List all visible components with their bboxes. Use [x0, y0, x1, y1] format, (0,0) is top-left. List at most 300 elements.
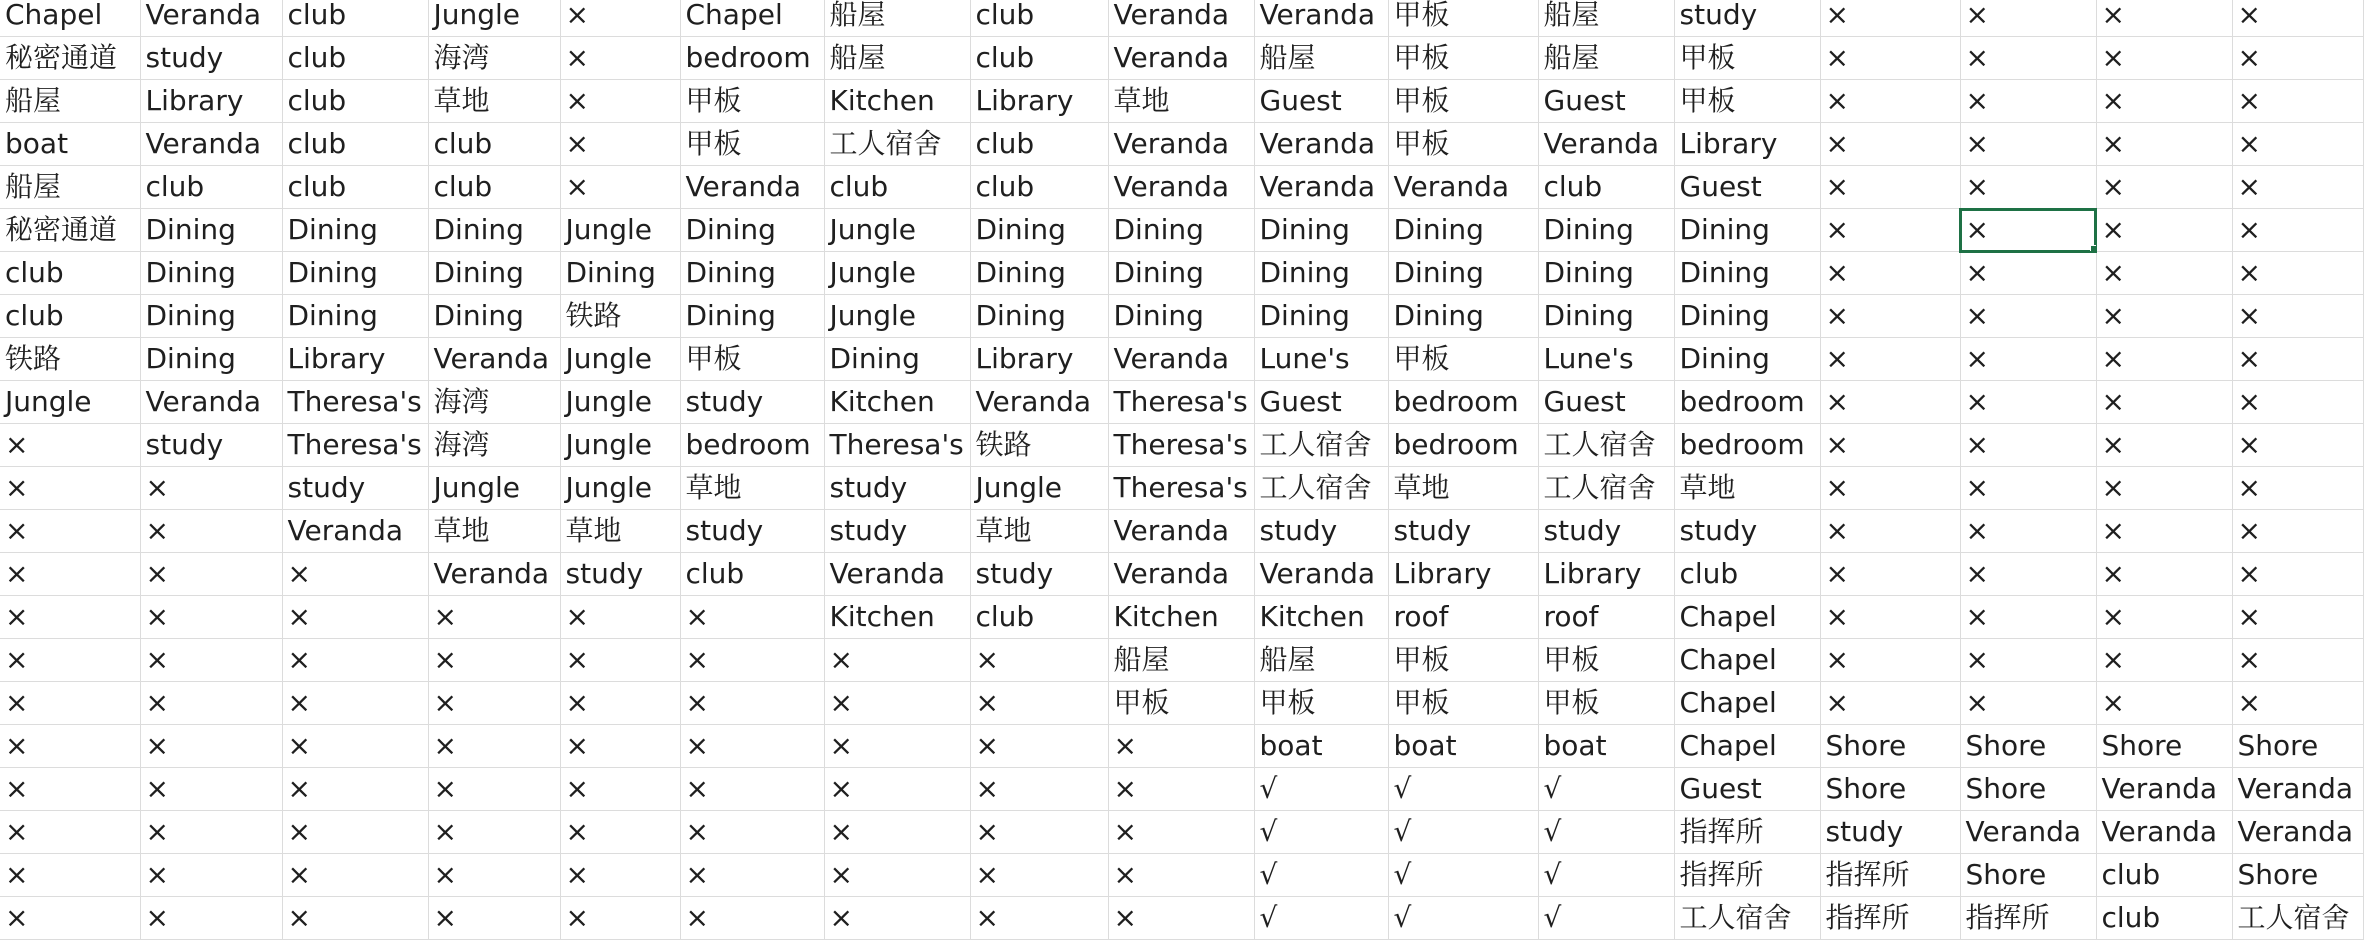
table-cell[interactable]: Jungle [560, 209, 680, 252]
table-cell[interactable]: study [970, 553, 1108, 596]
table-cell[interactable]: × [1820, 510, 1960, 553]
table-cell[interactable]: Shore [2232, 854, 2363, 897]
table-cell[interactable]: × [2232, 252, 2363, 295]
table-cell[interactable]: × [0, 596, 140, 639]
table-cell[interactable]: boat [1254, 725, 1388, 768]
table-cell[interactable]: 秘密通道 [0, 37, 140, 80]
table-cell[interactable]: × [1960, 0, 2096, 37]
table-cell[interactable]: 甲板 [1388, 639, 1538, 682]
table-cell[interactable]: × [2232, 166, 2363, 209]
table-cell[interactable]: 工人宿舍 [1538, 424, 1674, 467]
table-cell[interactable]: × [1820, 381, 1960, 424]
table-cell[interactable]: × [560, 639, 680, 682]
table-cell[interactable]: √ [1538, 897, 1674, 940]
table-cell[interactable]: 铁路 [560, 295, 680, 338]
table-cell[interactable]: 工人宿舍 [1674, 897, 1820, 940]
table-cell[interactable]: × [1960, 596, 2096, 639]
table-cell[interactable]: × [970, 768, 1108, 811]
table-cell[interactable]: × [1820, 252, 1960, 295]
table-cell[interactable]: Veranda [1960, 811, 2096, 854]
selected-cell[interactable]: × [1960, 209, 2096, 252]
table-cell[interactable]: × [1820, 80, 1960, 123]
table-cell[interactable]: × [140, 725, 282, 768]
table-cell[interactable]: 指挥所 [1820, 897, 1960, 940]
table-cell[interactable]: √ [1388, 897, 1538, 940]
table-cell[interactable]: × [2096, 682, 2232, 725]
table-cell[interactable]: Dining [1254, 252, 1388, 295]
table-cell[interactable]: × [0, 510, 140, 553]
table-cell[interactable]: × [560, 897, 680, 940]
table-cell[interactable]: × [680, 682, 824, 725]
table-cell[interactable]: Guest [1674, 768, 1820, 811]
table-cell[interactable]: bedroom [680, 37, 824, 80]
table-cell[interactable]: × [140, 897, 282, 940]
table-cell[interactable]: × [1960, 424, 2096, 467]
table-cell[interactable]: 工人宿舍 [1254, 424, 1388, 467]
table-cell[interactable]: Chapel [680, 0, 824, 37]
table-cell[interactable]: × [140, 854, 282, 897]
table-cell[interactable]: × [428, 682, 560, 725]
table-cell[interactable]: × [824, 682, 970, 725]
table-cell[interactable]: study [680, 510, 824, 553]
table-cell[interactable]: × [2232, 510, 2363, 553]
table-cell[interactable]: × [2232, 123, 2363, 166]
table-cell[interactable]: × [2232, 596, 2363, 639]
table-cell[interactable]: × [282, 811, 428, 854]
table-cell[interactable]: Veranda [1108, 338, 1254, 381]
table-cell[interactable]: Veranda [428, 338, 560, 381]
table-cell[interactable]: Library [140, 80, 282, 123]
table-cell[interactable]: study [1820, 811, 1960, 854]
table-cell[interactable]: boat [1388, 725, 1538, 768]
table-cell[interactable]: 甲板 [1674, 37, 1820, 80]
table-cell[interactable]: × [2096, 123, 2232, 166]
table-cell[interactable]: Library [970, 338, 1108, 381]
table-cell[interactable]: club [428, 166, 560, 209]
table-cell[interactable]: 铁路 [0, 338, 140, 381]
table-cell[interactable]: Veranda [1254, 553, 1388, 596]
table-cell[interactable]: Veranda [1254, 166, 1388, 209]
table-cell[interactable]: × [1960, 467, 2096, 510]
table-cell[interactable]: club [970, 166, 1108, 209]
table-cell[interactable]: Dining [1538, 209, 1674, 252]
table-cell[interactable]: × [680, 639, 824, 682]
table-cell[interactable]: 海湾 [428, 424, 560, 467]
table-cell[interactable]: Veranda [140, 0, 282, 37]
table-cell[interactable]: club [2096, 897, 2232, 940]
table-cell[interactable]: Dining [140, 252, 282, 295]
table-cell[interactable]: × [1108, 768, 1254, 811]
table-cell[interactable]: Veranda [1538, 123, 1674, 166]
table-cell[interactable]: × [1960, 510, 2096, 553]
table-cell[interactable]: Shore [1960, 768, 2096, 811]
table-cell[interactable]: × [1960, 37, 2096, 80]
table-cell[interactable]: 海湾 [428, 37, 560, 80]
table-cell[interactable]: × [970, 682, 1108, 725]
table-cell[interactable]: × [0, 424, 140, 467]
table-cell[interactable]: × [428, 897, 560, 940]
table-cell[interactable]: 船屋 [1254, 639, 1388, 682]
table-cell[interactable]: × [428, 768, 560, 811]
table-cell[interactable]: Veranda [824, 553, 970, 596]
table-cell[interactable]: club [2096, 854, 2232, 897]
table-cell[interactable]: Dining [428, 209, 560, 252]
table-cell[interactable]: × [560, 123, 680, 166]
table-cell[interactable]: Library [970, 80, 1108, 123]
table-cell[interactable]: × [1960, 252, 2096, 295]
table-cell[interactable]: × [2096, 80, 2232, 123]
table-cell[interactable]: Dining [428, 295, 560, 338]
table-cell[interactable]: Kitchen [1108, 596, 1254, 639]
table-cell[interactable]: 海湾 [428, 381, 560, 424]
table-cell[interactable]: × [1820, 467, 1960, 510]
table-cell[interactable]: club [140, 166, 282, 209]
table-cell[interactable]: club [970, 37, 1108, 80]
table-cell[interactable]: 船屋 [1108, 639, 1254, 682]
table-cell[interactable]: Dining [1108, 209, 1254, 252]
table-cell[interactable]: × [282, 682, 428, 725]
table-cell[interactable]: × [2232, 338, 2363, 381]
table-cell[interactable]: Guest [1538, 80, 1674, 123]
table-cell[interactable]: Chapel [1674, 725, 1820, 768]
table-cell[interactable]: × [1960, 338, 2096, 381]
table-cell[interactable]: × [282, 854, 428, 897]
table-cell[interactable]: × [2096, 596, 2232, 639]
table-cell[interactable]: club [970, 123, 1108, 166]
table-cell[interactable]: √ [1388, 854, 1538, 897]
table-cell[interactable]: 工人宿舍 [1254, 467, 1388, 510]
table-cell[interactable]: study [1254, 510, 1388, 553]
table-cell[interactable]: study [1674, 510, 1820, 553]
table-cell[interactable]: 船屋 [1538, 0, 1674, 37]
table-cell[interactable]: Dining [680, 295, 824, 338]
table-cell[interactable]: × [970, 854, 1108, 897]
table-cell[interactable]: 甲板 [1538, 639, 1674, 682]
table-cell[interactable]: Guest [1254, 80, 1388, 123]
table-cell[interactable]: 船屋 [0, 80, 140, 123]
table-cell[interactable]: Veranda [2096, 768, 2232, 811]
table-cell[interactable]: × [1108, 897, 1254, 940]
table-cell[interactable]: × [1960, 123, 2096, 166]
table-cell[interactable]: 甲板 [1254, 682, 1388, 725]
table-cell[interactable]: × [1960, 639, 2096, 682]
table-cell[interactable]: √ [1388, 768, 1538, 811]
table-cell[interactable]: Veranda [680, 166, 824, 209]
table-cell[interactable]: × [1960, 166, 2096, 209]
table-cell[interactable]: × [1820, 596, 1960, 639]
table-cell[interactable]: √ [1254, 811, 1388, 854]
table-cell[interactable]: Theresa's [282, 381, 428, 424]
table-cell[interactable]: Guest [1674, 166, 1820, 209]
table-cell[interactable]: × [282, 639, 428, 682]
table-cell[interactable]: Jungle [824, 209, 970, 252]
table-cell[interactable]: × [824, 854, 970, 897]
table-cell[interactable]: 甲板 [680, 338, 824, 381]
table-cell[interactable]: Dining [1674, 295, 1820, 338]
table-cell[interactable]: study [140, 37, 282, 80]
table-cell[interactable]: 草地 [1674, 467, 1820, 510]
table-cell[interactable]: × [140, 639, 282, 682]
table-cell[interactable]: Dining [1254, 209, 1388, 252]
table-cell[interactable]: 草地 [970, 510, 1108, 553]
table-cell[interactable]: Chapel [1674, 639, 1820, 682]
table-cell[interactable]: 草地 [560, 510, 680, 553]
table-cell[interactable]: × [140, 553, 282, 596]
table-cell[interactable]: × [2232, 381, 2363, 424]
table-cell[interactable]: × [1960, 682, 2096, 725]
table-cell[interactable]: Library [1538, 553, 1674, 596]
table-cell[interactable]: club [0, 252, 140, 295]
table-cell[interactable]: × [560, 166, 680, 209]
table-cell[interactable]: × [0, 553, 140, 596]
table-cell[interactable]: Theresa's [1108, 467, 1254, 510]
table-cell[interactable]: Chapel [0, 0, 140, 37]
table-cell[interactable]: × [0, 854, 140, 897]
table-cell[interactable]: study [824, 510, 970, 553]
table-cell[interactable]: Dining [824, 338, 970, 381]
table-cell[interactable]: Jungle [560, 381, 680, 424]
table-cell[interactable]: 甲板 [1388, 80, 1538, 123]
table-cell[interactable]: × [2232, 0, 2363, 37]
table-cell[interactable]: × [1820, 424, 1960, 467]
table-cell[interactable]: Theresa's [282, 424, 428, 467]
table-cell[interactable]: 草地 [1108, 80, 1254, 123]
table-cell[interactable]: Shore [1960, 725, 2096, 768]
table-cell[interactable]: × [140, 510, 282, 553]
table-cell[interactable]: Dining [1108, 295, 1254, 338]
table-cell[interactable]: study [560, 553, 680, 596]
table-cell[interactable]: club [428, 123, 560, 166]
table-cell[interactable]: × [282, 725, 428, 768]
table-cell[interactable]: 指挥所 [1674, 811, 1820, 854]
table-cell[interactable]: Guest [1254, 381, 1388, 424]
table-cell[interactable]: Dining [1674, 209, 1820, 252]
table-cell[interactable]: Dining [282, 295, 428, 338]
table-cell[interactable]: × [2096, 338, 2232, 381]
table-cell[interactable]: Veranda [970, 381, 1108, 424]
table-cell[interactable]: club [282, 0, 428, 37]
table-cell[interactable]: 甲板 [1538, 682, 1674, 725]
table-cell[interactable]: study [1674, 0, 1820, 37]
table-cell[interactable]: Veranda [428, 553, 560, 596]
table-cell[interactable]: Jungle [560, 338, 680, 381]
table-cell[interactable]: study [1388, 510, 1538, 553]
table-cell[interactable]: 草地 [1388, 467, 1538, 510]
table-cell[interactable]: 船屋 [824, 37, 970, 80]
table-cell[interactable]: × [2232, 424, 2363, 467]
table-cell[interactable]: × [2096, 166, 2232, 209]
table-cell[interactable]: √ [1254, 768, 1388, 811]
table-cell[interactable]: × [428, 725, 560, 768]
table-cell[interactable]: Dining [1674, 338, 1820, 381]
table-cell[interactable]: 铁路 [970, 424, 1108, 467]
table-cell[interactable]: Lune's [1254, 338, 1388, 381]
table-cell[interactable]: × [2232, 37, 2363, 80]
table-cell[interactable]: 工人宿舍 [2232, 897, 2363, 940]
table-cell[interactable]: Jungle [824, 252, 970, 295]
table-cell[interactable]: × [1820, 682, 1960, 725]
table-cell[interactable]: × [970, 725, 1108, 768]
table-cell[interactable]: × [560, 854, 680, 897]
table-cell[interactable]: × [560, 682, 680, 725]
table-cell[interactable]: × [1820, 123, 1960, 166]
table-cell[interactable]: × [560, 811, 680, 854]
table-cell[interactable]: Veranda [1108, 553, 1254, 596]
table-cell[interactable]: Jungle [428, 467, 560, 510]
table-cell[interactable]: Dining [1538, 295, 1674, 338]
table-cell[interactable]: × [2232, 209, 2363, 252]
table-cell[interactable]: × [1960, 381, 2096, 424]
table-cell[interactable]: × [680, 854, 824, 897]
table-cell[interactable]: Dining [282, 209, 428, 252]
table-cell[interactable]: Shore [2232, 725, 2363, 768]
table-cell[interactable]: Veranda [140, 381, 282, 424]
table-cell[interactable]: 草地 [428, 510, 560, 553]
table-cell[interactable]: Veranda [140, 123, 282, 166]
table-cell[interactable]: Dining [140, 209, 282, 252]
table-cell[interactable]: Chapel [1674, 682, 1820, 725]
table-cell[interactable]: × [2096, 295, 2232, 338]
table-cell[interactable]: 甲板 [680, 123, 824, 166]
table-cell[interactable]: × [824, 811, 970, 854]
table-cell[interactable]: × [1820, 639, 1960, 682]
table-cell[interactable]: Dining [1538, 252, 1674, 295]
table-cell[interactable]: Veranda [1254, 123, 1388, 166]
table-cell[interactable]: 甲板 [1674, 80, 1820, 123]
table-cell[interactable]: × [2096, 467, 2232, 510]
table-cell[interactable]: Jungle [560, 467, 680, 510]
table-cell[interactable]: Veranda [1254, 0, 1388, 37]
table-cell[interactable]: × [140, 768, 282, 811]
table-cell[interactable]: × [140, 682, 282, 725]
table-cell[interactable]: × [140, 467, 282, 510]
table-cell[interactable]: × [680, 725, 824, 768]
table-cell[interactable]: × [2096, 510, 2232, 553]
table-cell[interactable]: × [0, 811, 140, 854]
table-cell[interactable]: Library [1388, 553, 1538, 596]
table-cell[interactable]: × [282, 596, 428, 639]
table-cell[interactable]: × [680, 596, 824, 639]
table-cell[interactable]: Dining [1254, 295, 1388, 338]
table-cell[interactable]: study [140, 424, 282, 467]
table-cell[interactable]: Veranda [1108, 37, 1254, 80]
table-cell[interactable]: 船屋 [0, 166, 140, 209]
table-cell[interactable]: 甲板 [1388, 37, 1538, 80]
table-cell[interactable]: × [560, 596, 680, 639]
table-cell[interactable]: Shore [1820, 725, 1960, 768]
table-cell[interactable]: Chapel [1674, 596, 1820, 639]
table-cell[interactable]: × [2232, 553, 2363, 596]
table-cell[interactable]: 船屋 [824, 0, 970, 37]
table-cell[interactable]: × [1960, 80, 2096, 123]
table-cell[interactable]: Dining [680, 209, 824, 252]
table-cell[interactable]: × [970, 897, 1108, 940]
table-cell[interactable]: boat [1538, 725, 1674, 768]
table-cell[interactable]: Veranda [1388, 166, 1538, 209]
table-cell[interactable]: × [1108, 854, 1254, 897]
table-cell[interactable]: 甲板 [1388, 682, 1538, 725]
table-cell[interactable]: club [282, 37, 428, 80]
table-cell[interactable]: × [560, 80, 680, 123]
table-cell[interactable]: Dining [1108, 252, 1254, 295]
table-cell[interactable]: × [1820, 37, 1960, 80]
table-cell[interactable]: Kitchen [824, 80, 970, 123]
table-cell[interactable]: Theresa's [1108, 381, 1254, 424]
table-cell[interactable]: club [282, 123, 428, 166]
table-cell[interactable]: × [824, 639, 970, 682]
table-cell[interactable]: × [970, 811, 1108, 854]
table-cell[interactable]: 秘密通道 [0, 209, 140, 252]
table-cell[interactable]: × [2232, 639, 2363, 682]
table-cell[interactable]: × [1108, 811, 1254, 854]
table-cell[interactable]: Dining [140, 338, 282, 381]
table-cell[interactable]: × [1820, 295, 1960, 338]
table-cell[interactable]: bedroom [1674, 424, 1820, 467]
table-cell[interactable]: study [824, 467, 970, 510]
table-cell[interactable]: club [282, 166, 428, 209]
table-cell[interactable]: Jungle [0, 381, 140, 424]
table-cell[interactable]: × [2096, 209, 2232, 252]
table-cell[interactable]: Dining [1388, 252, 1538, 295]
table-cell[interactable]: √ [1538, 811, 1674, 854]
table-cell[interactable]: × [140, 596, 282, 639]
table-cell[interactable]: Veranda [282, 510, 428, 553]
table-cell[interactable]: Theresa's [824, 424, 970, 467]
table-cell[interactable]: club [970, 0, 1108, 37]
table-cell[interactable]: bedroom [1388, 424, 1538, 467]
table-cell[interactable]: × [2232, 295, 2363, 338]
table-cell[interactable]: 草地 [428, 80, 560, 123]
table-cell[interactable]: Shore [2096, 725, 2232, 768]
table-cell[interactable]: Jungle [970, 467, 1108, 510]
table-cell[interactable]: boat [0, 123, 140, 166]
table-cell[interactable]: Dining [970, 295, 1108, 338]
table-cell[interactable]: × [2096, 639, 2232, 682]
table-cell[interactable]: 甲板 [1388, 338, 1538, 381]
table-cell[interactable]: × [1960, 295, 2096, 338]
table-cell[interactable]: 甲板 [680, 80, 824, 123]
table-cell[interactable]: study [282, 467, 428, 510]
table-cell[interactable]: × [1820, 209, 1960, 252]
table-cell[interactable]: × [428, 639, 560, 682]
table-cell[interactable]: Dining [1674, 252, 1820, 295]
table-cell[interactable]: bedroom [1674, 381, 1820, 424]
table-cell[interactable]: × [560, 37, 680, 80]
table-cell[interactable]: Dining [428, 252, 560, 295]
table-cell[interactable]: 草地 [680, 467, 824, 510]
table-cell[interactable]: √ [1538, 768, 1674, 811]
table-cell[interactable]: Jungle [560, 424, 680, 467]
table-cell[interactable]: × [1820, 0, 1960, 37]
table-cell[interactable]: 甲板 [1388, 123, 1538, 166]
table-cell[interactable]: club [824, 166, 970, 209]
table-cell[interactable]: Jungle [824, 295, 970, 338]
table-cell[interactable]: club [1538, 166, 1674, 209]
table-cell[interactable]: Library [282, 338, 428, 381]
table-cell[interactable]: bedroom [680, 424, 824, 467]
table-cell[interactable]: × [0, 725, 140, 768]
table-cell[interactable]: Library [1674, 123, 1820, 166]
table-cell[interactable]: × [1108, 725, 1254, 768]
table-cell[interactable]: × [680, 897, 824, 940]
table-cell[interactable]: Jungle [428, 0, 560, 37]
table-cell[interactable]: × [2096, 252, 2232, 295]
table-cell[interactable]: × [970, 639, 1108, 682]
table-cell[interactable]: × [1820, 338, 1960, 381]
table-cell[interactable]: × [560, 725, 680, 768]
table-cell[interactable]: × [282, 897, 428, 940]
table-cell[interactable]: study [1538, 510, 1674, 553]
